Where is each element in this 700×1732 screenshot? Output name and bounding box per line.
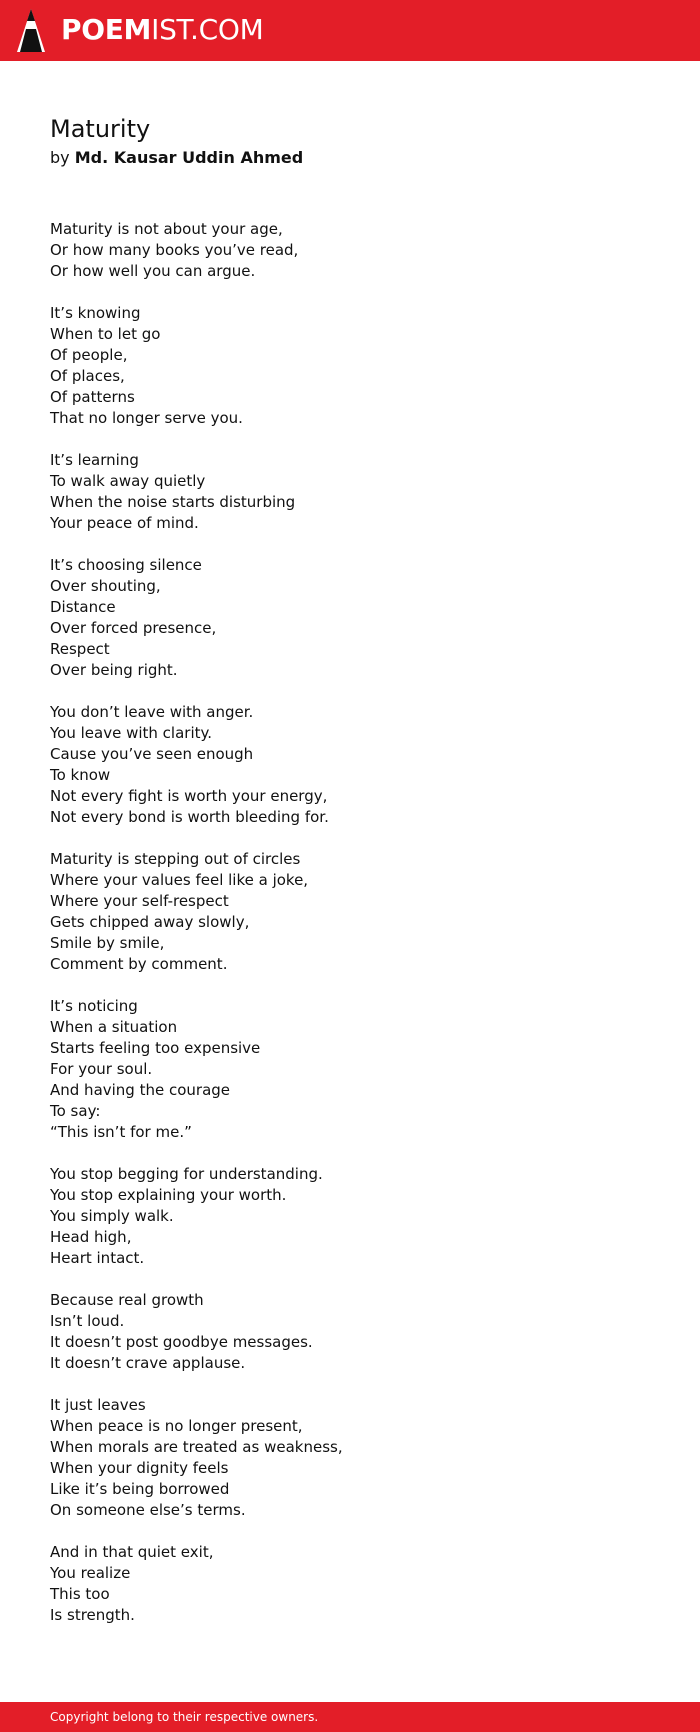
poem-line: Or how many books you’ve read, — [50, 241, 299, 259]
poem-line: Heart intact. — [50, 1249, 145, 1267]
poem-line: It doesn’t crave applause. — [50, 1354, 246, 1372]
poem-line: When morals are treated as weakness, — [50, 1438, 343, 1456]
poem-stanza — [50, 555, 650, 681]
poem-line: Starts feeling too expensive — [50, 1039, 261, 1057]
poem-line: You simply walk. — [50, 1207, 174, 1225]
site-footer — [0, 1702, 700, 1732]
poem-line: It’s knowing — [50, 304, 141, 322]
poem-line: Smile by smile, — [50, 934, 165, 952]
poem-line: Or how well you can argue. — [50, 262, 256, 280]
poem-line: It doesn’t post goodbye messages. — [50, 1333, 313, 1351]
poem-line: To know — [50, 766, 111, 784]
poem-line: When a situation — [50, 1018, 178, 1036]
poem-line: Head high, — [50, 1228, 132, 1246]
poem-line: Gets chipped away slowly, — [50, 913, 250, 931]
poem-line: Maturity is stepping out of circles — [50, 850, 301, 868]
poem-line: Respect — [50, 640, 110, 658]
poem-stanza — [50, 1395, 650, 1521]
by-label: by — [50, 148, 70, 167]
poem-line: Isn’t loud. — [50, 1312, 125, 1330]
logo-light-text: IST.COM — [151, 13, 264, 46]
poem-line: When your dignity feels — [50, 1459, 229, 1477]
poem-line: You stop explaining your worth. — [50, 1186, 287, 1204]
pencil-tip-icon[interactable] — [17, 9, 45, 52]
poem-line: Distance — [50, 598, 116, 616]
poem-line: For your soul. — [50, 1060, 153, 1078]
poem-stanza — [50, 450, 650, 534]
poem-line: Comment by comment. — [50, 955, 228, 973]
poem-line: Where your values feel like a joke, — [50, 871, 309, 889]
poem-line: Maturity is not about your age, — [50, 220, 283, 238]
poem-title: Maturity — [50, 115, 151, 143]
poem-line: You don’t leave with anger. — [50, 703, 254, 721]
poem-line: That no longer serve you. — [50, 409, 243, 427]
poem-line: To say: — [50, 1102, 101, 1120]
poem-line: It just leaves — [50, 1396, 146, 1414]
poem-line: When to let go — [50, 325, 161, 343]
poem-line: It’s noticing — [50, 997, 138, 1015]
poem-line: Of people, — [50, 346, 128, 364]
poem-line: “This isn’t for me.” — [50, 1123, 192, 1141]
poem-stanza — [50, 702, 650, 828]
poem-line: You realize — [50, 1564, 131, 1582]
poem-line: Is strength. — [50, 1606, 135, 1624]
poem-line: It’s choosing silence — [50, 556, 202, 574]
logo-bold-text: POEM — [61, 13, 152, 46]
poem-stanza — [50, 219, 650, 282]
copyright-text: Copyright belong to their respective owners. — [50, 1710, 319, 1724]
poem-line: On someone else’s terms. — [50, 1501, 246, 1519]
poem-line: Not every bond is worth bleeding for. — [50, 808, 329, 826]
poem-line: Cause you’ve seen enough — [50, 745, 254, 763]
poem-line: Over shouting, — [50, 577, 161, 595]
poem-line: It’s learning — [50, 451, 139, 469]
poem-line: To walk away quietly — [50, 472, 206, 490]
poem-line: And having the courage — [50, 1081, 231, 1099]
poem-line: This too — [50, 1585, 110, 1603]
poem-line: Where your self-respect — [50, 892, 229, 910]
poem-line: Over being right. — [50, 661, 178, 679]
poem-line: Because real growth — [50, 1291, 204, 1309]
poem-line: When peace is no longer present, — [50, 1417, 303, 1435]
poem-byline — [50, 146, 650, 170]
poem-line: Not every fight is worth your energy, — [50, 787, 328, 805]
poem-stanza — [50, 303, 650, 429]
poem-line: You leave with clarity. — [50, 724, 213, 742]
poem-stanza — [50, 996, 650, 1143]
poem-body — [50, 219, 650, 1647]
poem-line: Of patterns — [50, 388, 135, 406]
poem-line: When the noise starts disturbing — [50, 493, 296, 511]
poem-stanza — [50, 849, 650, 975]
poem-line: You stop begging for understanding. — [50, 1165, 323, 1183]
site-header — [0, 0, 700, 61]
poem-heading — [50, 112, 650, 170]
poem-line: And in that quiet exit, — [50, 1543, 214, 1561]
poem-line: Of places, — [50, 367, 125, 385]
poem-author: Md. Kausar Uddin Ahmed — [74, 148, 304, 167]
poem-line: Over forced presence, — [50, 619, 217, 637]
poem-stanza — [50, 1542, 650, 1626]
poem-line: Your peace of mind. — [50, 514, 199, 532]
site-logo[interactable] — [61, 13, 264, 47]
poem-stanza — [50, 1164, 650, 1269]
poem-line: Like it’s being borrowed — [50, 1480, 230, 1498]
poem-stanza — [50, 1290, 650, 1374]
